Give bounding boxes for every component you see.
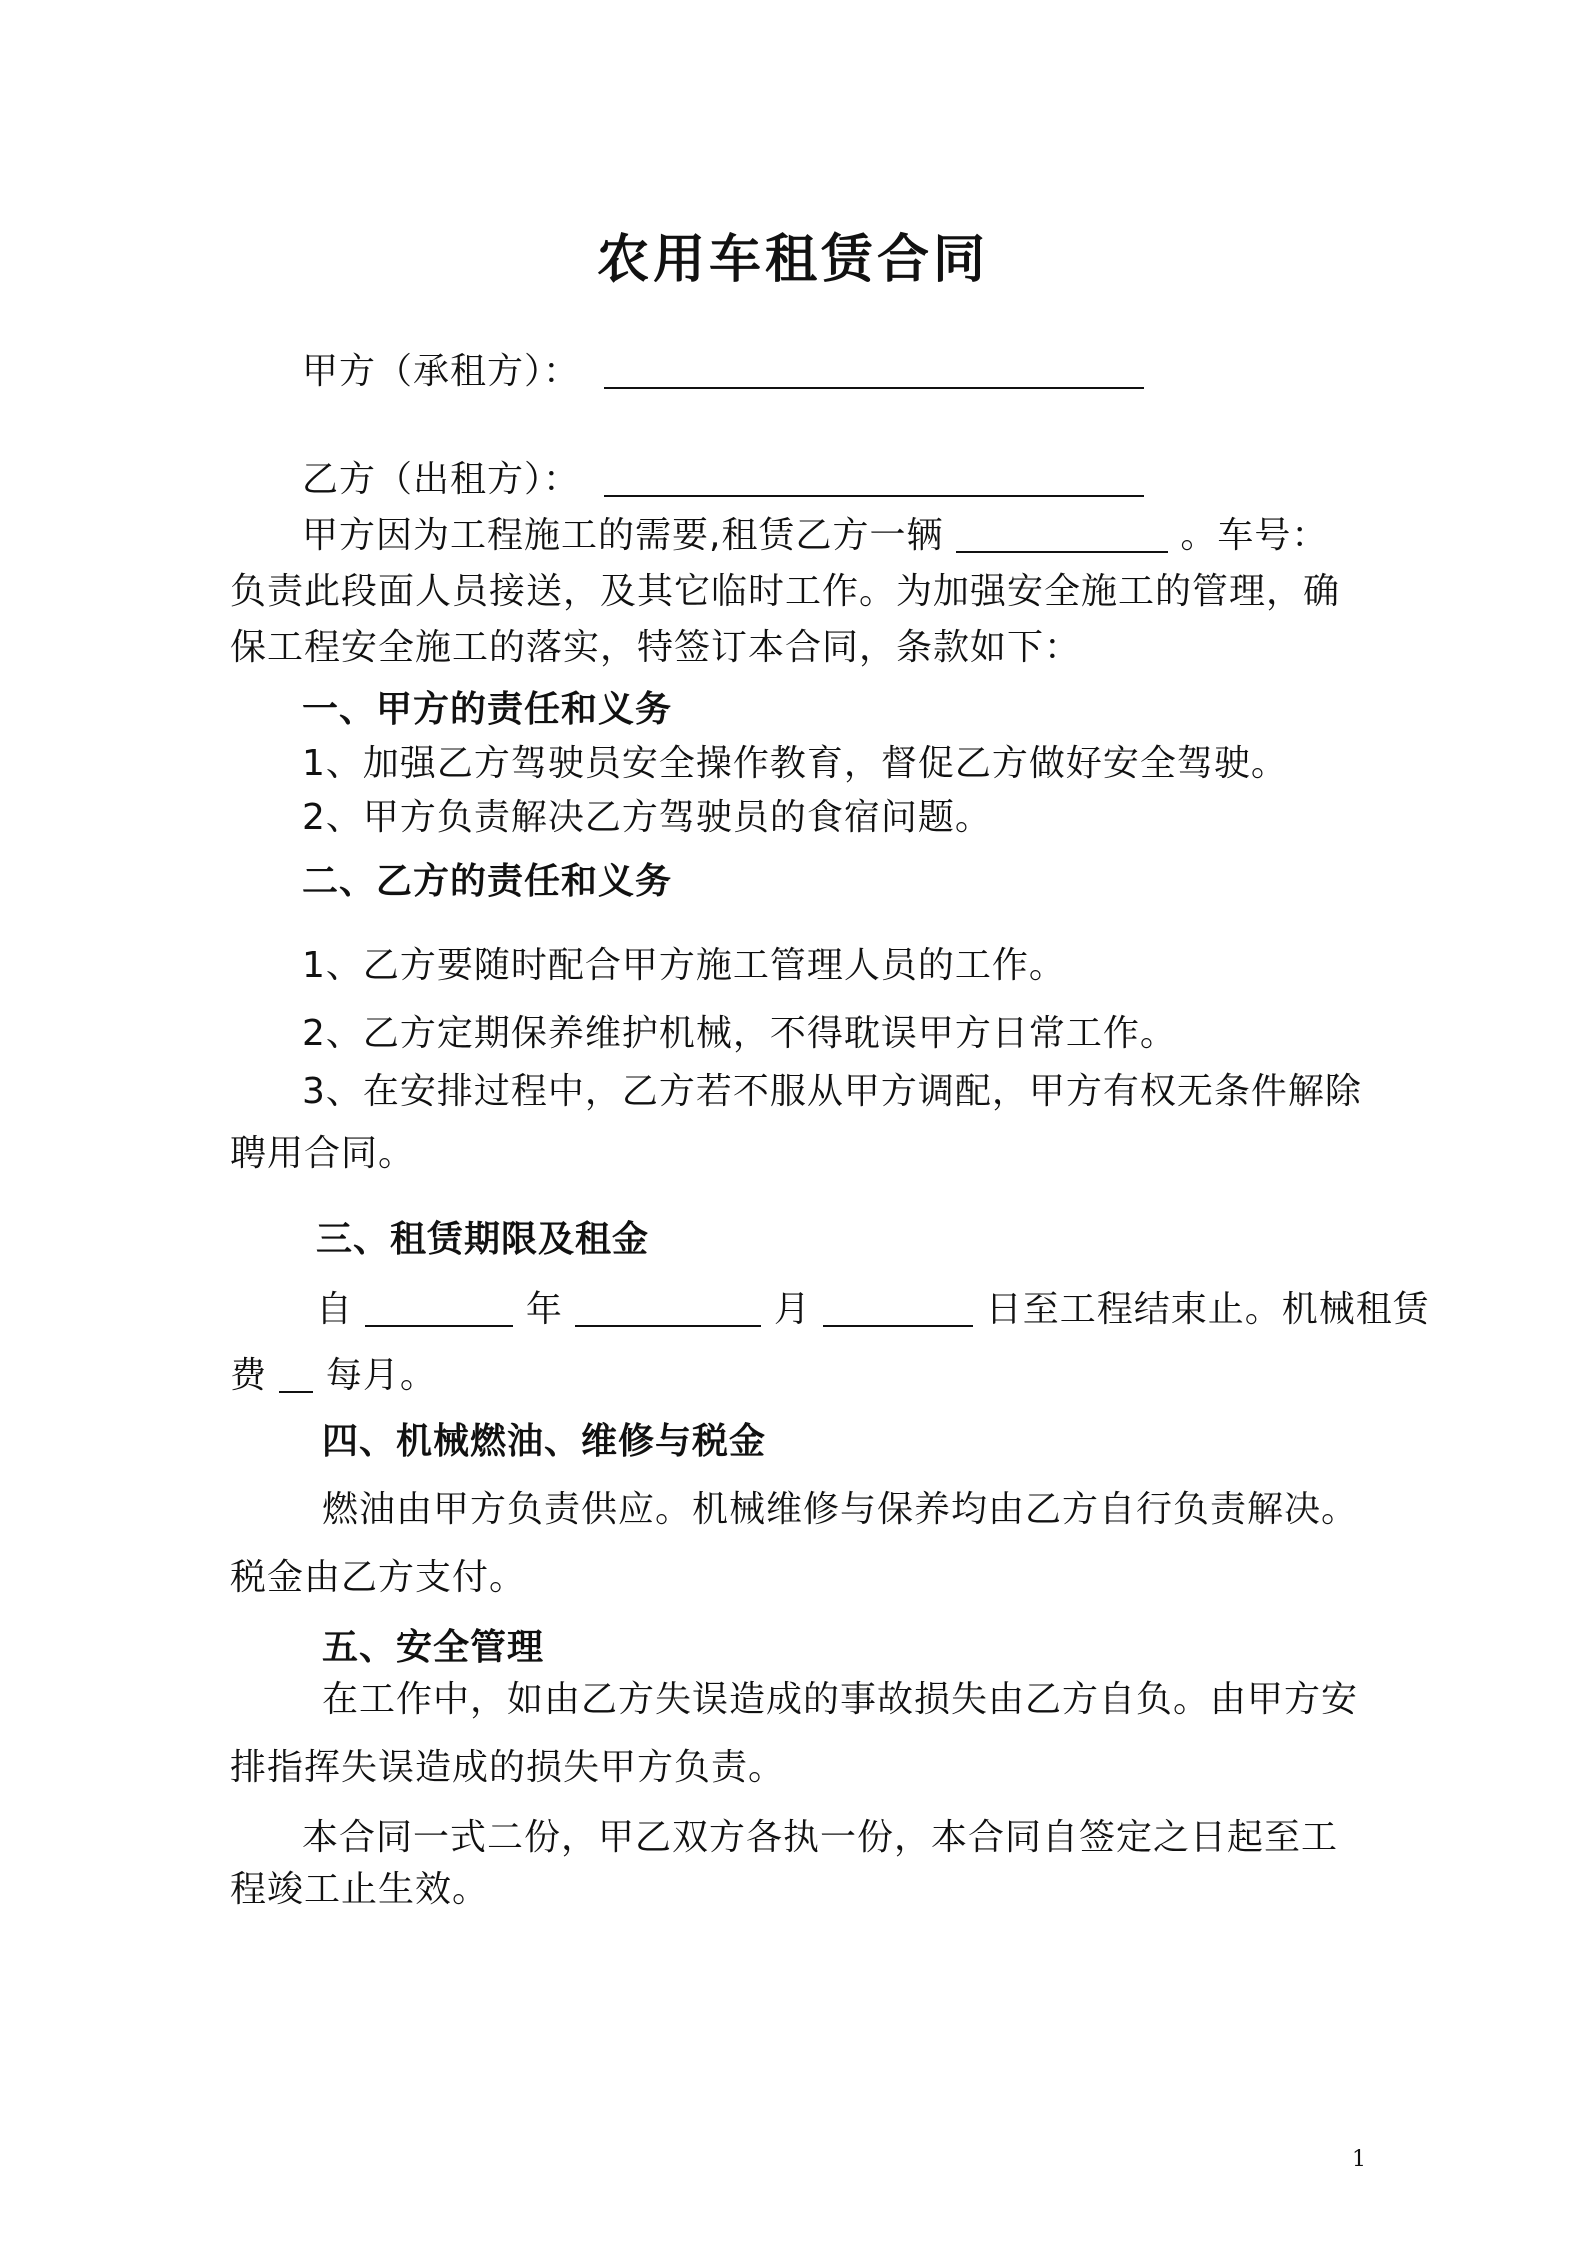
page-number: 1 [1352, 2147, 1366, 2172]
section-5-line-2: 排指挥失误造成的损失甲方负责。 [230, 1747, 786, 1788]
month-label: 月 [773, 1289, 811, 1330]
section-2-item-1: 1、乙方要随时配合甲方施工管理人员的工作。 [302, 945, 1066, 986]
closing-line-1: 本合同一式二份，甲乙双方各执一份，本合同自签定之日起至工 [302, 1817, 1339, 1858]
section-1-heading: 一、甲方的责任和义务 [302, 689, 673, 730]
section-2-item-3-line-1: 3、在安排过程中，乙方若不服从甲方调配，甲方有权无条件解除 [302, 1071, 1362, 1112]
rent-fee-line [230, 1354, 437, 1398]
start-day-blank [823, 1291, 973, 1327]
section-3-heading: 三、租赁期限及租金 [316, 1219, 650, 1260]
section-5-line-1: 在工作中，如由乙方失误造成的事故损失由乙方自负。由甲方安 [322, 1679, 1359, 1720]
intro-text-after-blank: 。车号： [1180, 515, 1329, 556]
intro-line-2: 负责此段面人员接送，及其它临时工作。为加强安全施工的管理，确 [230, 571, 1341, 612]
start-year-blank [365, 1291, 513, 1327]
party-b-line [302, 458, 1144, 502]
party-a-blank [604, 353, 1144, 389]
fee-blank [279, 1357, 313, 1393]
party-b-blank [604, 461, 1144, 497]
party-a-label: 甲方（承租方）： [302, 351, 581, 392]
section-2-item-2: 2、乙方定期保养维护机械，不得耽误甲方日常工作。 [302, 1013, 1177, 1054]
closing-line-2: 程竣工止生效。 [230, 1869, 490, 1910]
intro-line-1 [302, 514, 1328, 558]
section-1-item-2: 2、甲方负责解决乙方驾驶员的食宿问题。 [302, 797, 992, 838]
fee-label: 费 [230, 1355, 268, 1396]
section-4-line-2: 税金由乙方支付。 [230, 1557, 527, 1598]
section-1-item-1: 1、加强乙方驾驶员安全操作教育，督促乙方做好安全驾驶。 [302, 743, 1288, 784]
start-month-blank [575, 1291, 761, 1327]
section-5-heading: 五、安全管理 [322, 1627, 545, 1668]
fee-unit: 每月。 [325, 1355, 437, 1396]
day-label: 日至工程结束止。机械租赁 [985, 1289, 1430, 1330]
from-label: 自 [316, 1289, 354, 1330]
document-title: 农用车租赁合同 [596, 230, 989, 290]
intro-text-before-blank: 甲方因为工程施工的需要,租赁乙方一辆 [302, 515, 944, 556]
party-a-line [302, 350, 1144, 394]
lease-period-line [316, 1288, 1430, 1332]
year-label: 年 [525, 1289, 563, 1330]
vehicle-blank [956, 517, 1168, 553]
intro-line-3: 保工程安全施工的落实，特签订本合同，条款如下： [230, 627, 1082, 668]
party-b-label: 乙方（出租方）： [302, 459, 581, 500]
section-2-heading: 二、乙方的责任和义务 [302, 861, 673, 902]
section-4-line-1: 燃油由甲方负责供应。机械维修与保养均由乙方自行负责解决。 [322, 1489, 1359, 1530]
section-2-item-3-line-2: 聘用合同。 [230, 1133, 416, 1174]
section-4-heading: 四、机械燃油、维修与税金 [322, 1421, 767, 1462]
